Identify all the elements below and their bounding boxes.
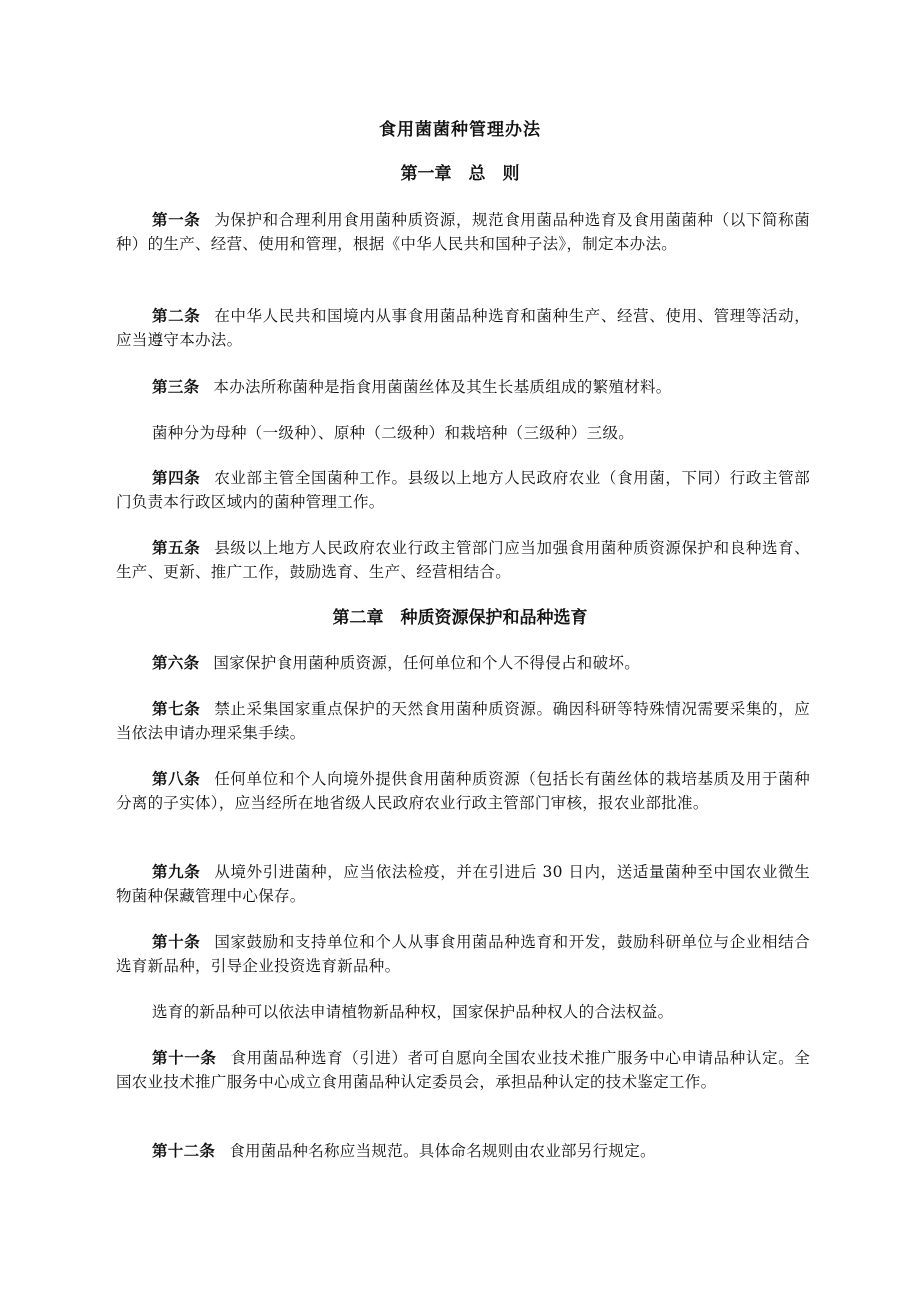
article-12-label: 第十二条 <box>152 1141 216 1160</box>
article-7-text: 禁止采集国家重点保护的天然食用菌种质资源。确因科研等特殊情况需要采集的，应当依法申请办理采集手续。 <box>116 700 810 742</box>
article-11-text: 食用菌品种选育（引进）者可自愿向全国农业技术推广服务中心申请品种认定。全国农业技术推广服务中心成立食用菌品种认定委员会，承担品种认定的技术鉴定工作。 <box>116 1049 810 1091</box>
article-10-text: 国家鼓励和支持单位和个人从事食用菌品种选育和开发，鼓励科研单位与企业相结合选育新品种，引导企业投资选育新品种。 <box>116 933 810 975</box>
article-6 <box>116 651 810 675</box>
article-3-continuation-text: 菌种分为母种（一级种）、原种（二级种）和栽培种（三级种）三级。 <box>152 424 635 442</box>
article-9-label: 第九条 <box>152 862 201 881</box>
article-10-continuation <box>116 1000 810 1024</box>
article-4-label: 第四条 <box>152 468 201 487</box>
article-11-label: 第十一条 <box>152 1048 217 1067</box>
article-1-text: 为保护和合理利用食用菌种质资源，规范食用菌品种选育及食用菌菌种（以下简称菌种）的生产、经营、使用和管理，根据《中华人民共和国种子法》，制定本办法。 <box>116 211 810 253</box>
article-12 <box>116 1139 810 1163</box>
article-4 <box>116 466 810 514</box>
article-1 <box>116 208 810 256</box>
article-9-text: 从境外引进菌种，应当依法检疫，并在引进后 30 日内，送适量菌种至中国农业微生物菌种保藏管理中心保存。 <box>116 863 810 905</box>
chapter-1-heading: 第一章 总 则 <box>400 164 520 184</box>
article-3-continuation <box>116 421 810 445</box>
article-2-text: 在中华人民共和国境内从事食用菌品种选育和菌种生产、经营、使用、管理等活动，应当遵守本办法。 <box>116 307 810 349</box>
article-6-label: 第六条 <box>152 653 200 672</box>
article-10-label: 第十条 <box>152 932 201 951</box>
document-title: 食用菌菌种管理办法 <box>379 120 541 140</box>
article-10 <box>116 930 810 978</box>
article-1-label: 第一条 <box>152 210 201 229</box>
article-12-text: 食用菌品种名称应当规范。具体命名规则由农业部另行规定。 <box>229 1142 656 1160</box>
article-10-continuation-text: 选育的新品种可以依法申请植物新品种权，国家保护品种权人的合法权益。 <box>152 1003 674 1021</box>
article-3-text: 本办法所称菌种是指食用菌菌丝体及其生长基质组成的繁殖材料。 <box>213 378 672 396</box>
article-8-label: 第八条 <box>152 769 201 788</box>
article-11 <box>116 1046 810 1094</box>
article-7-label: 第七条 <box>152 699 201 718</box>
article-6-text: 国家保护食用菌种质资源，任何单位和个人不得侵占和破坏。 <box>213 654 641 672</box>
article-4-text: 农业部主管全国菌种工作。县级以上地方人民政府农业（食用菌，下同）行政主管部门负责本行政区域内的菌种管理工作。 <box>116 469 810 511</box>
chapter-2-heading: 第二章 种质资源保护和品种选育 <box>332 608 588 628</box>
article-8-text: 任何单位和个人向境外提供食用菌种质资源（包括长有菌丝体的栽培基质及用于菌种分离的子实体），应当经所在地省级人民政府农业行政主管部门审核，报农业部批准。 <box>116 770 810 812</box>
article-2-label: 第二条 <box>152 306 201 325</box>
article-5 <box>116 536 810 584</box>
article-3-label: 第三条 <box>152 377 200 396</box>
article-7 <box>116 697 810 745</box>
article-9 <box>116 860 810 908</box>
article-8 <box>116 767 810 815</box>
article-2 <box>116 304 810 352</box>
article-5-text: 县级以上地方人民政府农业行政主管部门应当加强食用菌种质资源保护和良种选育、生产、更新、推广工作，鼓励选育、生产、经营相结合。 <box>116 539 810 581</box>
article-5-label: 第五条 <box>152 538 201 557</box>
article-3 <box>116 375 810 399</box>
